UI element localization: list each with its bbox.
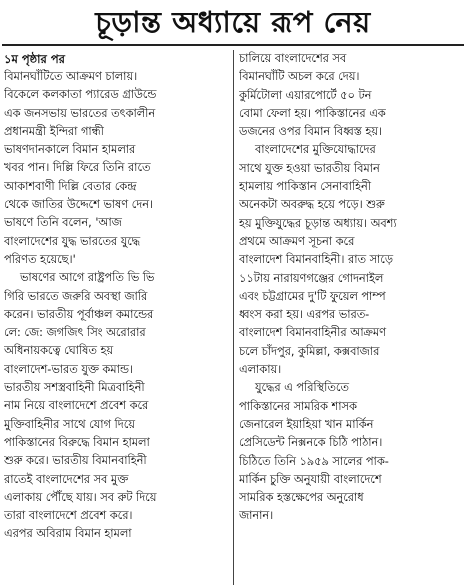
continued-label: ১ম পৃষ্ঠার পর	[4, 52, 65, 66]
text-line: বিমানঘাঁটিতে আক্রমণ চালায়।	[4, 70, 138, 83]
article-paragraph	[4, 269, 228, 543]
text-line: বাংলাদেশ বিমানবাহিনী। রাত সাড়ে	[239, 253, 393, 267]
text-line: ধ্বংস করা হয়। এরপর ভারত-	[239, 308, 370, 322]
text-line: এলাকায়।	[239, 363, 282, 377]
text-line: শুরু করে। ভারতীয় বিমানবাহিনী	[4, 454, 147, 468]
text-line: বোমা ফেলা হয়। পাকিস্তানের এক	[239, 106, 386, 120]
text-line: ভারতীয় সশস্ত্রবাহিনী মিত্রবাহিনী	[4, 381, 145, 395]
text-line: সাথে যুক্ত হওয়া ভারতীয় বিমান	[239, 161, 380, 175]
text-line: যুদ্ধের এ পরিস্থিতিতে	[255, 381, 349, 395]
text-line: গিরি ভারতে জরুরি অবস্থা জারি	[4, 289, 148, 303]
text-line: মার্কিন চুক্তি অনুযায়ী বাংলাদেশে	[239, 472, 382, 486]
text-line: বিকেলে কলকাতা প্যারেড গ্রাউন্ডে	[4, 88, 157, 102]
text-line: কুর্মিটোলা এয়ারপোর্টে ৫০ টন	[239, 88, 372, 102]
text-line: অনেকটা অবরুদ্ধ হয়ে পড়ে। শুরু	[239, 198, 385, 212]
text-line: বিমানঘাঁটি অচল করে দেয়।	[239, 70, 360, 84]
text-line: ভাষণের আগে রাষ্ট্রপতি ভি ভি	[20, 271, 155, 285]
headline: চূড়ান্ত অধ্যায়ে রূপ নেয়	[95, 5, 371, 39]
text-line: করেন। ভারতীয় পূর্বাঞ্চল কমান্ডের	[4, 307, 154, 321]
article-paragraph	[4, 68, 228, 269]
text-line: প্রেসিডেন্ট নিক্সনকে চিঠি পাঠান।	[239, 436, 383, 450]
text-line: পরিণত হয়েছে।'	[4, 252, 76, 266]
text-line: মুক্তিবাহিনীর সাথে যোগ দিয়ে	[4, 417, 135, 431]
text-line: বাংলাদেশের মুক্তিযোদ্ধাদের	[255, 143, 376, 157]
text-line: থেকে জাতির উদ্দেশে ভাষণ দেন।	[4, 198, 153, 212]
article-paragraph	[239, 379, 461, 525]
text-line: হামলায় পাকিস্তান সেনাবাহিনী	[239, 180, 372, 194]
text-line: এরপর অবিরাম বিমান হামলা	[4, 527, 132, 541]
text-line: আকাশবাণী দিল্লি বেতার কেন্দ্র	[4, 179, 137, 193]
text-line: ডজনের ওপর বিমান বিধ্বস্ত হয়।	[239, 125, 382, 139]
text-line: ভাষণে তিনি বলেন, 'আজ	[4, 216, 122, 230]
text-line: চিঠিতে তিনি ১৯৫৯ সালের পাক-	[239, 454, 389, 468]
text-line: পাকিস্তানের বিরুদ্ধে বিমান হামলা	[4, 435, 150, 449]
text-line: রাতেই বাংলাদেশের সব মুক্ত	[4, 472, 129, 486]
text-line: অধিনায়কত্বে ঘোষিত হয়	[4, 344, 114, 358]
article-column-right	[239, 50, 461, 526]
text-line: জানান।	[239, 509, 274, 523]
column-divider	[233, 50, 234, 585]
text-line: নাম নিয়ে বাংলাদেশে প্রবেশ করে	[4, 399, 149, 413]
article-column-left	[4, 50, 228, 544]
text-line: এলাকায় পৌঁছে যায়। সব রুট দিয়ে	[4, 490, 157, 504]
text-line: এক জনসভায় ভারতের তৎকালীন	[4, 106, 156, 120]
text-line: চালিয়ে বাংলাদেশের সব	[239, 52, 347, 65]
text-line: ভাষণদানকালে বিমান হামলার	[4, 143, 136, 157]
text-line: বাংলাদেশ বিমানবাহিনীর আক্রমণ	[239, 326, 386, 340]
text-line: প্রথমে আক্রমণ সূচনা করে	[239, 234, 355, 248]
text-line: প্রধানমন্ত্রী ইন্দিরা গান্ধী	[4, 124, 104, 138]
headline-rule	[2, 44, 464, 46]
text-line: বাংলাদেশ-ভারত যুক্ত কমান্ড।	[4, 362, 133, 376]
text-line: এবং চট্টগ্রামের দু'টি ফুয়েল পাম্প	[239, 289, 386, 303]
text-line: হয় মুক্তিযুদ্ধের চূড়ান্ত অধ্যায়। অবশ্য	[239, 216, 397, 230]
text-line: সামরিক হস্তক্ষেপের অনুরোধ	[239, 491, 364, 505]
text-line: জেনারেল ইয়াহিয়া খান মার্কিন	[239, 417, 374, 431]
text-line: তারা বাংলাদেশে প্রবেশ করে।	[4, 509, 133, 523]
text-line: চলে চাঁদপুর, কুমিল্লা, কক্সবাজার	[239, 344, 380, 358]
text-line: ১১টায় নারায়ণগঞ্জের গোদনাইল	[239, 271, 384, 285]
text-line: পাকিস্তানের সামরিক শাসক	[239, 399, 357, 413]
text-line: লে: জে: জগজিৎ সিং অরোরার	[4, 326, 146, 340]
article-paragraph	[239, 141, 461, 379]
article-paragraph	[239, 50, 461, 141]
text-line: খবর পান। দিল্লি ফিরে তিনি রাতে	[4, 161, 151, 175]
text-line: বাংলাদেশের যুদ্ধ ভারতের যুদ্ধে	[4, 234, 141, 248]
